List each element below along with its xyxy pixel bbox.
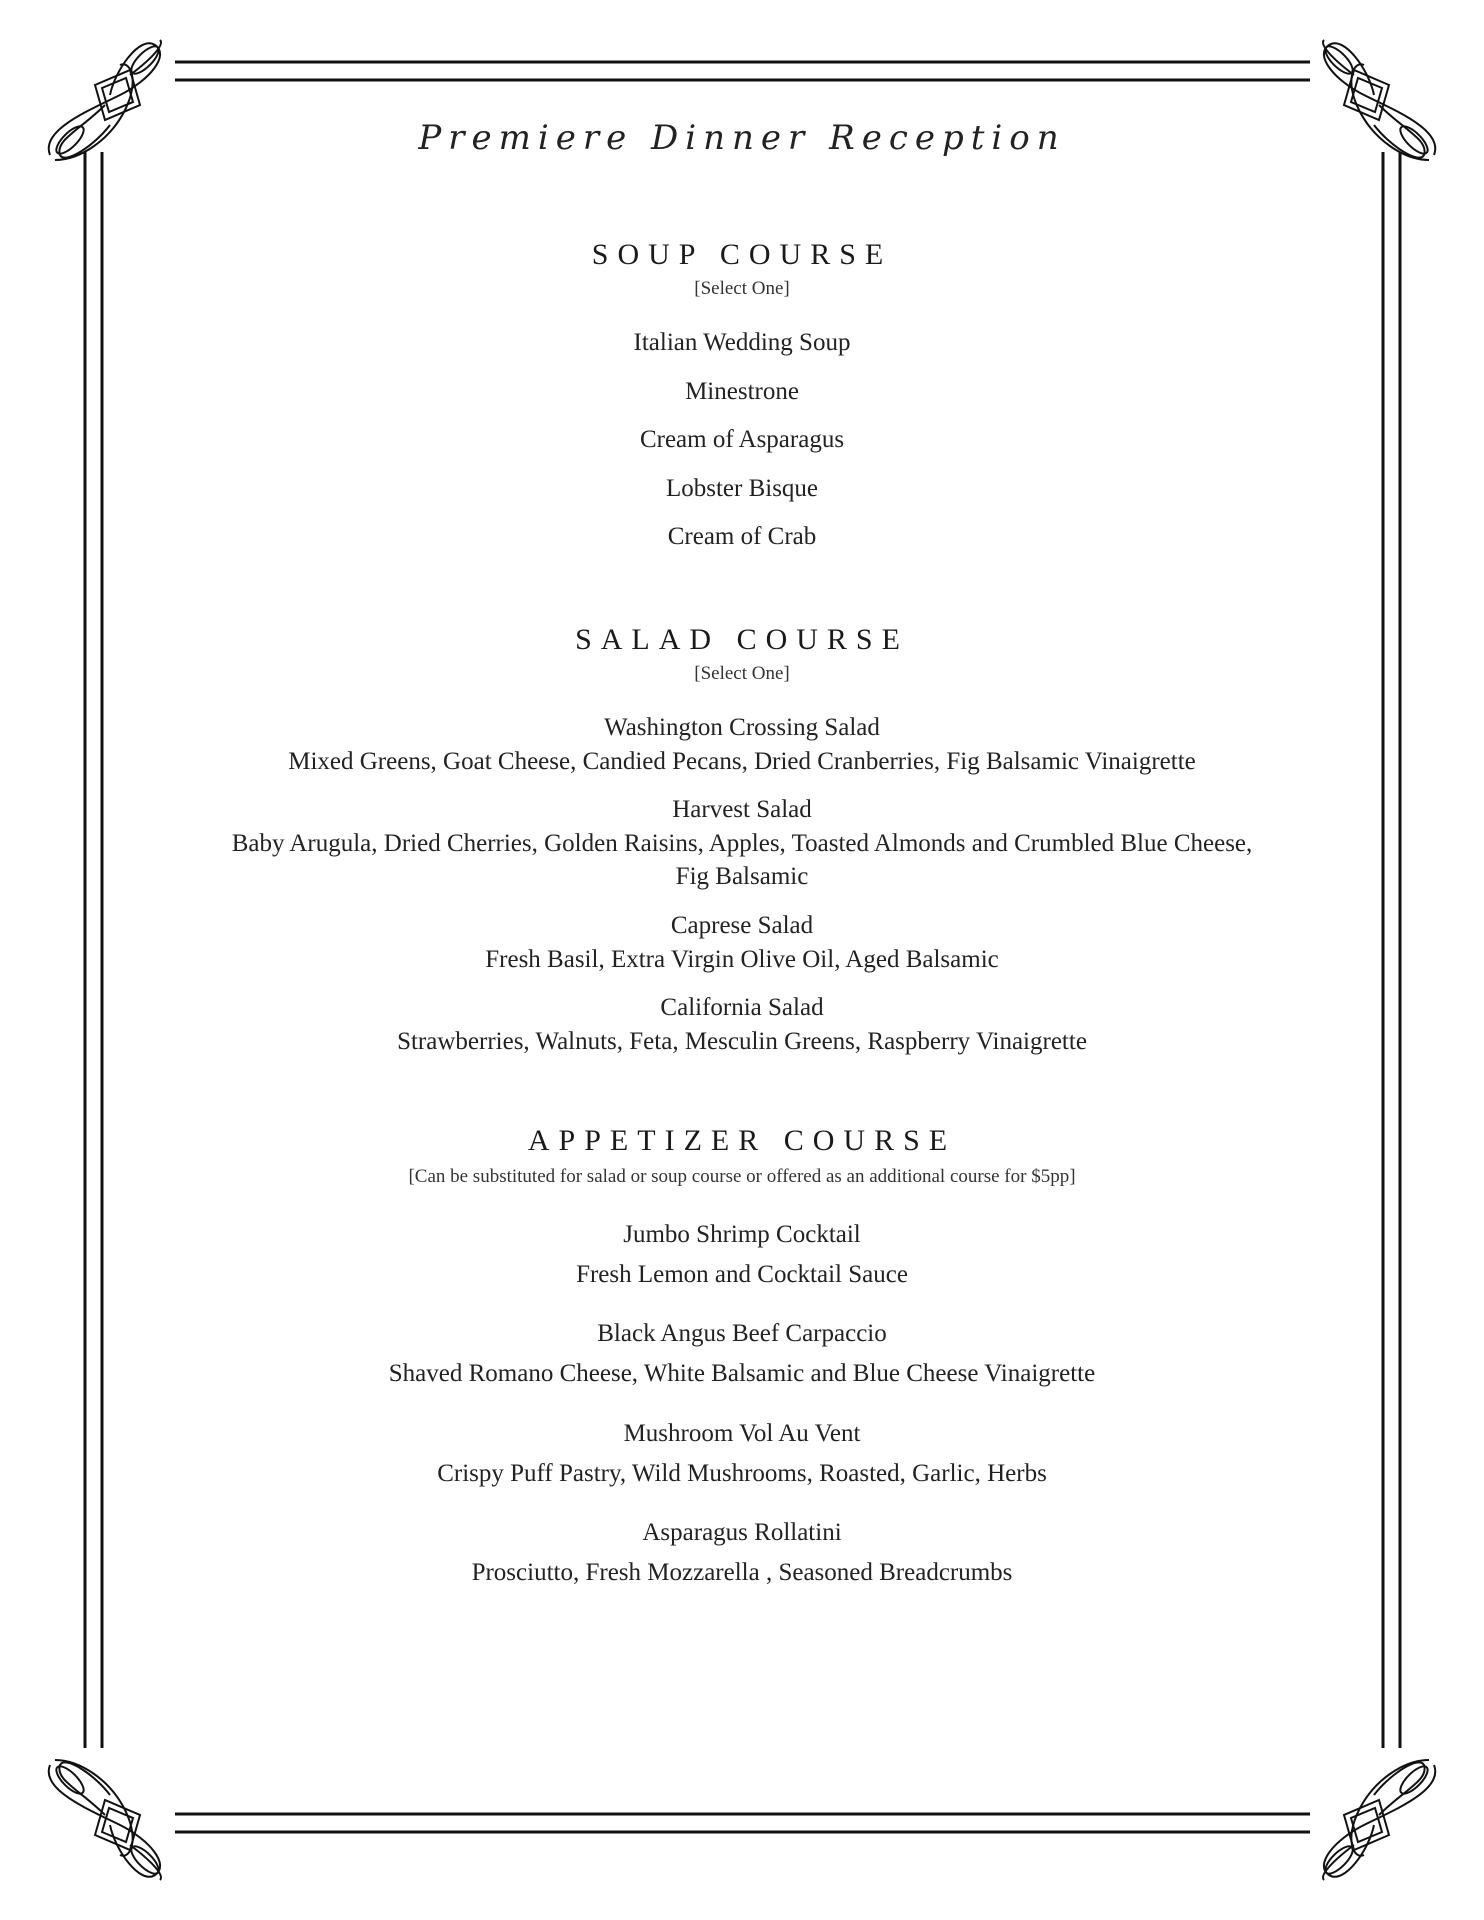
salad-item-name: California Salad	[660, 994, 824, 1021]
soup-course-note: [Select One]	[694, 278, 790, 299]
appetizer-item-description: Fresh Lemon and Cocktail Sauce	[576, 1261, 908, 1288]
soup-item: Minestrone	[685, 378, 799, 405]
appetizer-item-name: Asparagus Rollatini	[642, 1519, 842, 1546]
salad-item-name: Washington Crossing Salad	[604, 714, 880, 741]
salad-course-note: [Select One]	[694, 663, 790, 684]
soup-item: Italian Wedding Soup	[633, 329, 851, 356]
appetizer-course-heading: APPETIZER COURSE	[527, 1124, 957, 1157]
salad-item-description: Baby Arugula, Dried Cherries, Golden Raisins, Apples, Toasted Almonds and Crumbled Blue Cheese, Fig Balsamic	[231, 830, 1253, 890]
soup-item: Cream of Crab	[667, 523, 817, 550]
appetizer-item-name: Black Angus Beef Carpaccio	[597, 1320, 887, 1347]
soup-course-heading: SOUP COURSE	[591, 238, 893, 271]
salad-item-description: Fresh Basil, Extra Virgin Olive Oil, Aged Balsamic	[485, 946, 999, 973]
appetizer-item-description: Crispy Puff Pastry, Wild Mushrooms, Roasted, Garlic, Herbs	[437, 1460, 1047, 1487]
appetizer-item-description: Shaved Romano Cheese, White Balsamic and Blue Cheese Vinaigrette	[388, 1360, 1096, 1387]
appetizer-item-name: Mushroom Vol Au Vent	[623, 1420, 861, 1447]
appetizer-item-description: Prosciutto, Fresh Mozzarella , Seasoned Breadcrumbs	[471, 1559, 1013, 1586]
salad-item-name: Caprese Salad	[670, 912, 814, 939]
salad-course-heading: SALAD COURSE	[575, 623, 909, 656]
soup-item: Cream of Asparagus	[639, 426, 845, 453]
corner-ornament-bottom-right	[1321, 1760, 1435, 1880]
salad-item-description: Strawberries, Walnuts, Feta, Mesculin Greens, Raspberry Vinaigrette	[397, 1028, 1087, 1055]
corner-ornament-bottom-left	[49, 1760, 163, 1880]
salad-item-name: Harvest Salad	[672, 796, 812, 823]
appetizer-course-note: [Can be substituted for salad or soup course or offered as an additional course for $5pp]	[408, 1166, 1076, 1187]
appetizer-item-name: Jumbo Shrimp Cocktail	[623, 1221, 861, 1248]
soup-item: Lobster Bisque	[665, 475, 819, 502]
salad-item-description: Mixed Greens, Goat Cheese, Candied Pecans, Dried Cranberries, Fig Balsamic Vinaigrette	[288, 748, 1196, 775]
menu-title: Premiere Dinner Reception	[418, 118, 1066, 158]
